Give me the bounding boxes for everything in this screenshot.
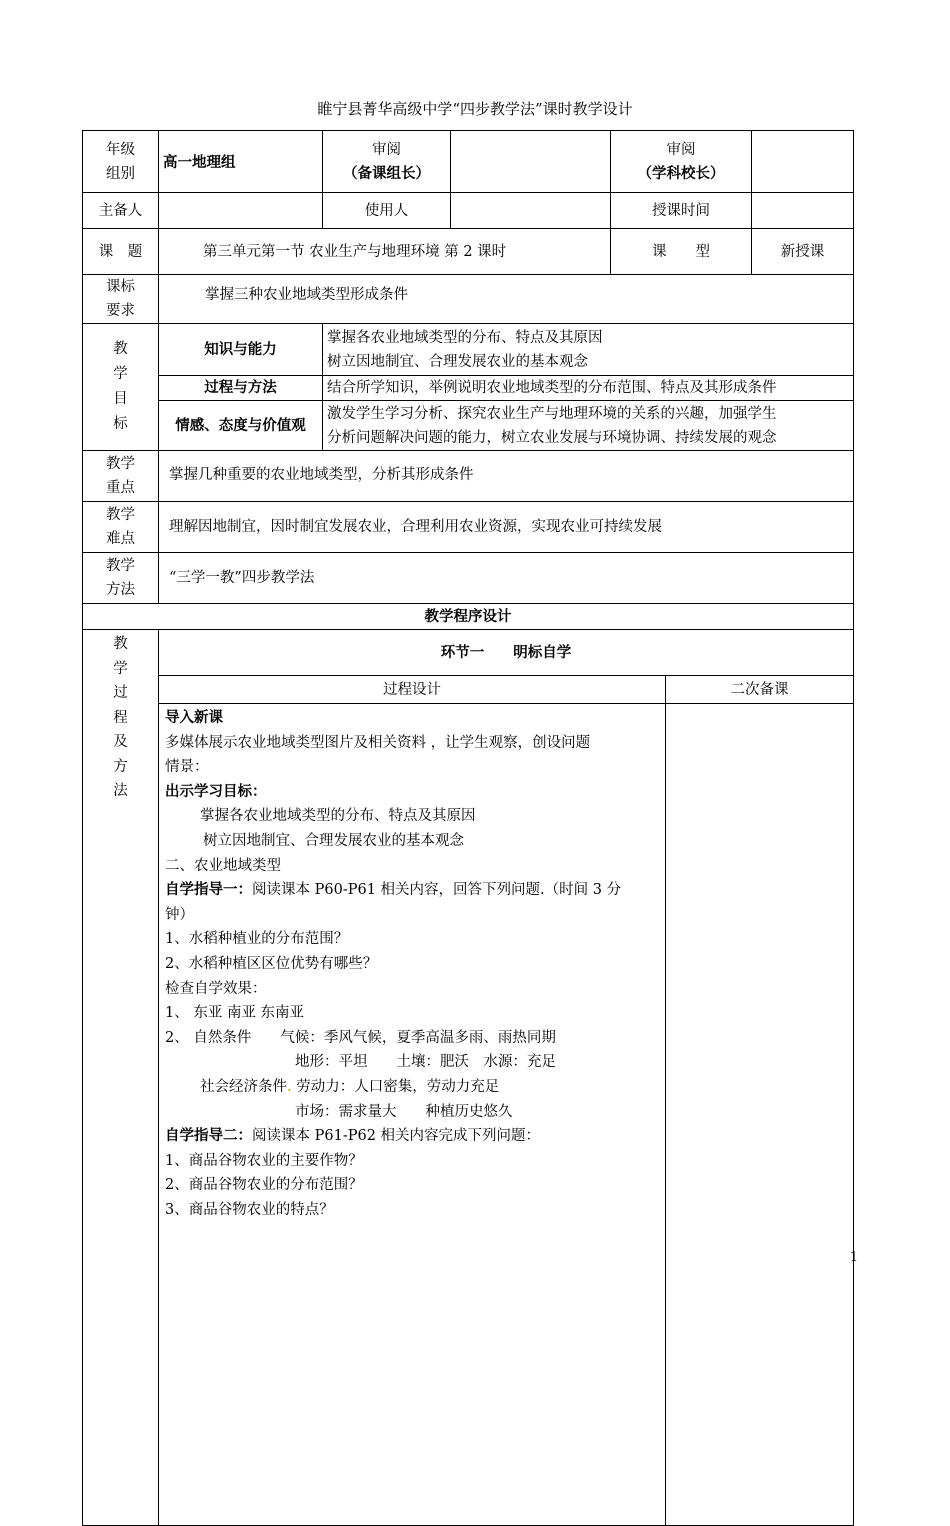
grade-label: 年级 组别 [83, 131, 159, 193]
knowledge-value: 掌握各农业地域类型的分布、特点及其原因 树立因地制宜、合理发展农业的基本观念 [323, 324, 854, 376]
guide-two-heading: 自学指导二： [165, 1127, 252, 1145]
lesson-plan-table [82, 130, 854, 1526]
program-title-row [83, 604, 854, 630]
prep-label: 主备人 [83, 193, 159, 229]
standard-label: 课标 要求 [83, 275, 159, 324]
user-value [451, 193, 611, 229]
focus-row [83, 451, 854, 502]
process-value: 结合所学知识，举例说明农业地域类型的分布范围、特点及其形成条件 [323, 376, 854, 401]
header-row-prep [83, 193, 854, 229]
review-principal-value [752, 131, 854, 193]
document-title: 睢宁县菁华高级中学“四步教学法”课时教学设计 [317, 100, 633, 118]
process-method-label: 教 学 过 程 及 方 法 [83, 630, 159, 1526]
prep-value [159, 193, 323, 229]
review-group-leader-value [451, 131, 611, 193]
topic-value: 第三单元第一节 农业生产与地理环境 第 2 课时 [159, 229, 611, 275]
guide-one-heading: 自学指导一： [165, 881, 252, 899]
goal-row-knowledge [83, 324, 854, 376]
content-row [83, 704, 854, 1526]
process-design-content: 导入新课 多媒体展示农业地域类型图片及相关资料 ，让学生观察，创设问题 情景： 出示学习目标： 掌握各农业地域类型的分布、特点及其原因 树立因地制宜、合理发展农业的基本观念 二、农业地域类型 自学指导一：阅读课本 P60-P61 相关内容，回答下列问题.（时间 3 分 钟） 1、水稻种植业的分布范围？ 2、水稻种植区区位优势有哪些？ 检查自学效果： 1、 东亚 南亚 东南亚 2、 自然条件 气候：季风气候，夏季高温多雨、雨热同期 地形：平坦 土壤：肥沃 水源：充足 社会经济条件. 劳动力：人口密集，劳动力充足 市场：需求量大 种植历史悠久 自学指导二：阅读课本 P61-P62 相关内容完成下列问题： 1、商品谷物农业的主要作物？ 2、商品谷物农业的分布范围？ 3、商品谷物农业的特点？ [159, 704, 666, 1526]
method-row [83, 553, 854, 604]
knowledge-label: 知识与能力 [159, 324, 323, 376]
program-title: 教学程序设计 [83, 604, 854, 630]
goal-row-emotion [83, 401, 854, 451]
col-second-header: 二次备课 [666, 676, 854, 704]
standard-value: 掌握三种农业地域类型形成条件 [159, 275, 854, 324]
emotion-value: 激发学生学习分析、探究农业生产与地理环境的关系的兴趣，加强学生 分析问题解决问题的能力，树立农业发展与环境协调、持续发展的观念 [323, 401, 854, 451]
emotion-label: 情感、态度与价值观 [159, 401, 323, 451]
type-value: 新授课 [752, 229, 854, 275]
type-label: 课 型 [611, 229, 752, 275]
yellow-dot: . [287, 1078, 292, 1095]
process-label: 过程与方法 [159, 376, 323, 401]
focus-value: 掌握几种重要的农业地域类型，分析其形成条件 [159, 451, 854, 502]
standard-row [83, 275, 854, 324]
section-row [83, 630, 854, 676]
page-number: 1 [849, 1250, 858, 1265]
section-title: 环节一 明标自学 [159, 630, 854, 676]
goals-label: 教 学 目 标 [83, 324, 159, 451]
review-principal-label: 审阅 （学科校长） [611, 131, 752, 193]
review-group-leader-label: 审阅 （备课组长） [323, 131, 451, 193]
difficulty-value: 理解因地制宜，因时制宜发展农业，合理利用农业资源，实现农业可持续发展 [159, 502, 854, 553]
col-design-header: 过程设计 [159, 676, 666, 704]
difficulty-label: 教学 难点 [83, 502, 159, 553]
user-label: 使用人 [323, 193, 451, 229]
header-row-topic [83, 229, 854, 275]
time-value [752, 193, 854, 229]
grade-value: 高一地理组 [159, 131, 323, 193]
focus-label: 教学 重点 [83, 451, 159, 502]
header-row-grade [83, 131, 854, 193]
second-prep-content [666, 704, 854, 1526]
column-header-row [83, 676, 854, 704]
method-label: 教学 方法 [83, 553, 159, 604]
topic-label: 课 题 [83, 229, 159, 275]
difficulty-row [83, 502, 854, 553]
goals-heading: 出示学习目标： [165, 782, 267, 800]
goal-row-process [83, 376, 854, 401]
intro-heading: 导入新课 [165, 709, 223, 726]
time-label: 授课时间 [611, 193, 752, 229]
method-value: “三学一教”四步教学法 [159, 553, 854, 604]
